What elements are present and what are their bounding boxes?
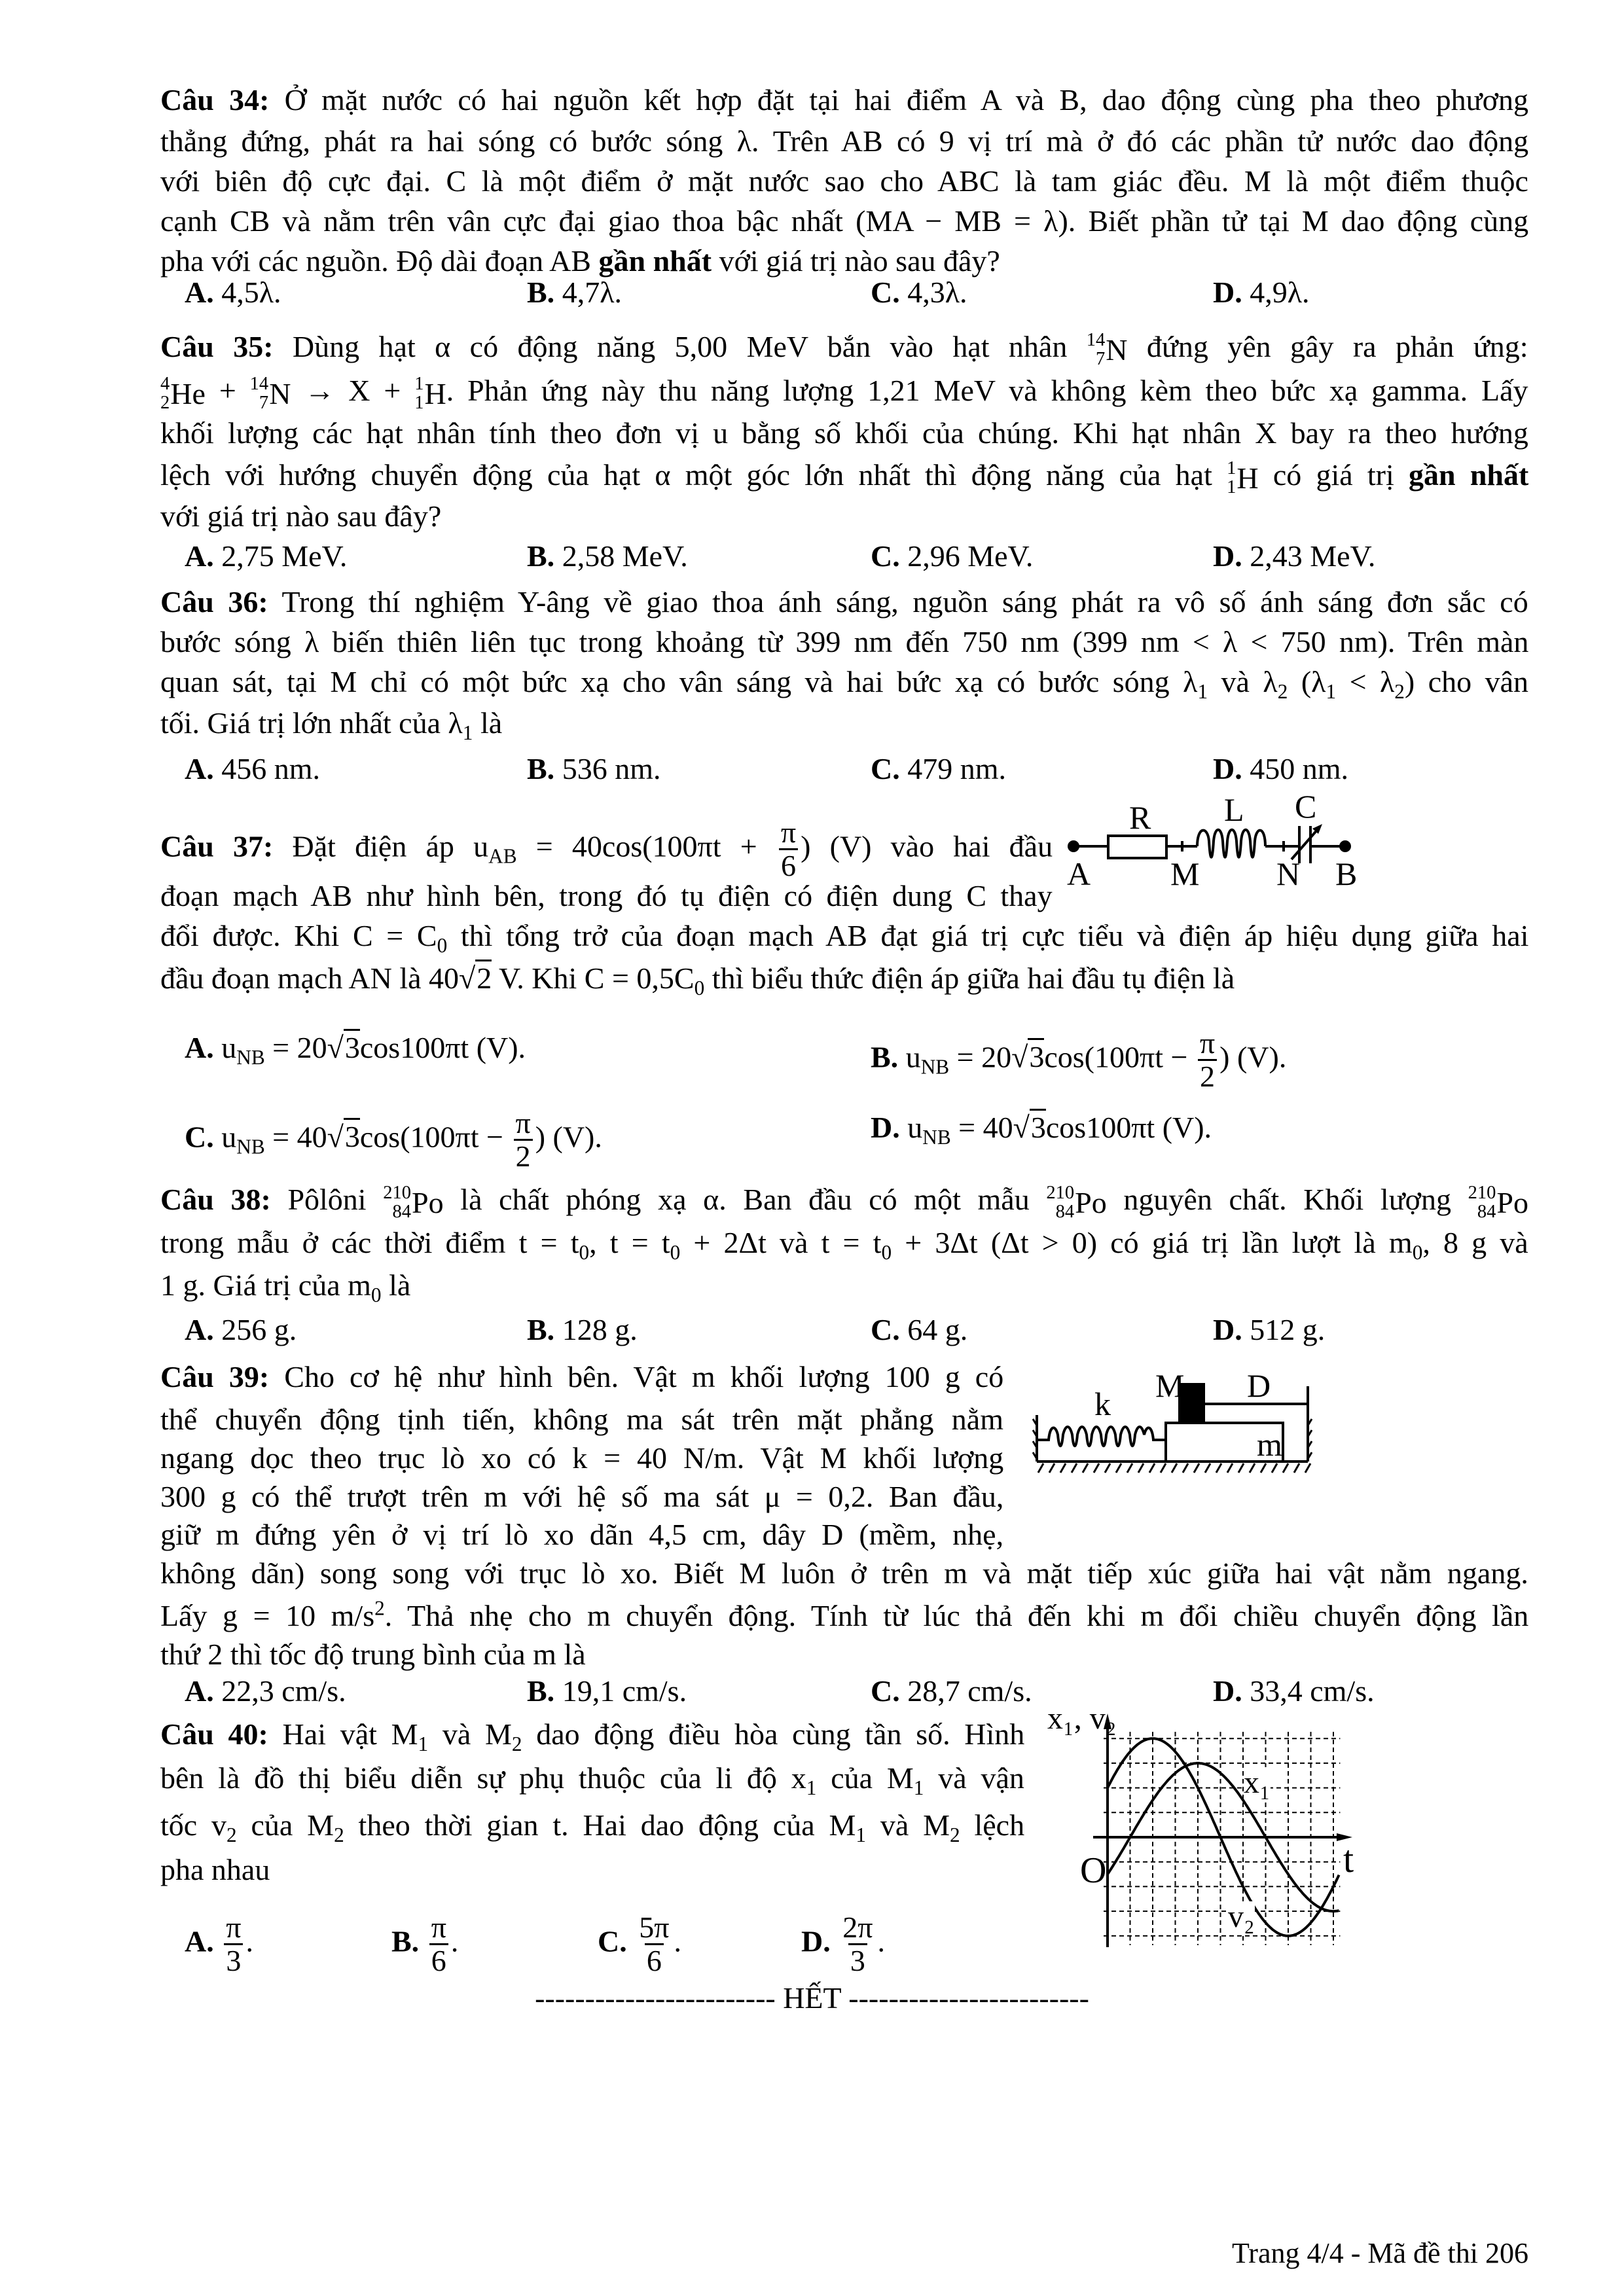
element-symbol: H <box>1236 461 1259 495</box>
mass-number: 210 <box>1046 1182 1075 1203</box>
text-run: dao động điều hòa cùng tần số. Hình <box>522 1717 1025 1751</box>
denominator: 6 <box>779 848 798 882</box>
option-letter: D. <box>1213 539 1242 573</box>
bold-text: Câu 40: <box>160 1717 268 1751</box>
text-run: 300 g có thể trượt trên m với hệ số ma sát μ = 0,2. Ban đầu, <box>160 1480 1004 1513</box>
bold-text: gần nhất <box>598 244 712 278</box>
atomic-number: 84 <box>1055 1202 1075 1223</box>
label-n: N <box>1276 855 1301 892</box>
option-letter: A. <box>185 752 214 785</box>
text-run: , 8 g và <box>1422 1226 1528 1259</box>
option-letter: D. <box>1213 1313 1242 1346</box>
text-run: 33,4 cm/s. <box>1242 1674 1375 1708</box>
mass-number: 1 <box>414 373 424 394</box>
bold-text: Câu 34: <box>160 83 270 117</box>
text-run: trong mẫu ở các thời điểm t = t <box>160 1226 579 1259</box>
text-run: với giá trị nào sau đây? <box>712 244 1000 278</box>
text-run: u <box>213 1120 237 1154</box>
numerator: π <box>1199 1026 1216 1060</box>
denominator: 2 <box>514 1139 533 1172</box>
text-run: lệch với hướng chuyển động của hạt α một góc lớn nhất thì động năng của hạt <box>160 458 1227 492</box>
text-run: 2,43 MeV. <box>1242 539 1376 573</box>
option-letter: A. <box>185 1313 214 1346</box>
label-k: k <box>1094 1386 1111 1422</box>
option-letter: D. <box>1213 276 1242 309</box>
text-run: , t = t <box>589 1226 670 1259</box>
text-run: 4,9λ. <box>1242 276 1310 309</box>
text-run: 2,75 MeV. <box>213 539 348 573</box>
text-run: là chất phóng xạ α. Ban đầu có một mẫu <box>443 1183 1047 1216</box>
label-l: L <box>1224 791 1244 828</box>
bold-text: gần nhất <box>1409 458 1529 492</box>
text-run: Đặt điện áp u <box>273 829 489 863</box>
text-run: có giá trị <box>1258 458 1409 492</box>
atomic-number: 84 <box>392 1202 412 1223</box>
text-run: khối lượng các hạt nhân tính theo đơn vị u bằng số khối của chúng. Khi hạt nhân X bay ra theo hướng <box>160 416 1528 450</box>
text-run: 19,1 cm/s. <box>554 1674 687 1708</box>
mass-number: 14 <box>249 373 269 394</box>
option-letter: C. <box>871 1674 900 1708</box>
denominator: 6 <box>645 1943 664 1977</box>
element-symbol: H <box>424 376 446 410</box>
option-letter: C. <box>185 1120 214 1154</box>
option-letter: B. <box>527 539 555 573</box>
text-run: không dãn) song song với trục lò xo. Biết M luôn ở trên m và mặt tiếp xúc giữa hai vật nằm ngang. <box>160 1556 1528 1590</box>
text-run: Dùng hạt α có động năng 5,00 MeV bắn vào hạt nhân <box>273 330 1087 363</box>
bold-text: Câu 35: <box>160 330 274 363</box>
subscript: 1 <box>806 1776 817 1800</box>
numerator: π <box>515 1106 531 1139</box>
graph-origin: O <box>1080 1850 1107 1891</box>
graph-x-label: t <box>1343 1838 1354 1880</box>
subscript: 1 <box>462 721 473 745</box>
text-run: 256 g. <box>213 1313 297 1346</box>
text-run: 64 g. <box>899 1313 968 1346</box>
text-run: ) (V). <box>535 1120 602 1154</box>
radical-sign: √ <box>459 961 476 995</box>
text-run: và M <box>866 1808 950 1842</box>
element-symbol: N <box>269 376 291 410</box>
option-letter: A. <box>185 1031 214 1064</box>
text-run: 4,7λ. <box>554 276 622 309</box>
text-run: pha nhau <box>160 1853 270 1886</box>
option-letter: C. <box>871 752 900 785</box>
text-run: 128 g. <box>554 1313 638 1346</box>
text-run: . Thả nhẹ cho m chuyển động. Tính từ lúc thả đến khi m đổi chiều chuyển động lần <box>384 1599 1529 1632</box>
subscript: 1 <box>418 1732 429 1756</box>
text-run: + <box>205 374 250 407</box>
text-run: cos(100πt − <box>1044 1040 1195 1074</box>
subscript: 0 <box>694 977 705 1000</box>
text-run: thì biểu thức điện áp giữa hai đầu tụ điện là <box>704 961 1235 995</box>
numerator: π <box>226 1910 242 1944</box>
subscript: 0 <box>370 1283 382 1307</box>
text-run: 456 nm. <box>213 752 321 785</box>
text-run: nguyên chất. Khối lượng <box>1106 1183 1468 1216</box>
subscript: 2 <box>1277 680 1288 704</box>
text-run: theo thời gian t. Hai dao động của M <box>344 1808 856 1842</box>
superscript: 2 <box>374 1596 385 1620</box>
option-letter: B. <box>527 1674 555 1708</box>
element-symbol: Po <box>1496 1185 1528 1219</box>
text-run: 2,96 MeV. <box>899 539 1034 573</box>
text-run: 28,7 cm/s. <box>899 1674 1032 1708</box>
text-run: u <box>213 1031 237 1064</box>
subscript: NB <box>236 1046 265 1069</box>
text-run: ngang dọc theo trục lò xo có k = 40 N/m. Vật M khối lượng <box>160 1441 1004 1475</box>
text-run: + 2Δt và t = t <box>680 1226 882 1259</box>
text-run: với biên độ cực đại. C là một điểm ở mặt nước sao cho ABC là tam giác đều. M là một điểm thuộc <box>160 164 1528 198</box>
subscript: 0 <box>881 1241 892 1265</box>
text-run: . <box>450 1924 459 1958</box>
option-letter: A. <box>185 1674 214 1708</box>
option-letter: B. <box>391 1924 420 1958</box>
text-run: cạnh CB và nằm trên vân cực đại giao thoa bậc nhất (MA − MB = λ). Biết phần tử tại M dao động cùng <box>160 204 1529 238</box>
text-run: 1 g. Giá trị của m <box>160 1268 371 1302</box>
text-run: . <box>877 1924 885 1958</box>
mass-number: 4 <box>160 373 170 394</box>
radical-sign: √ <box>327 1120 344 1154</box>
text-run: Lấy g = 10 m/s <box>160 1599 375 1632</box>
subscript: NB <box>922 1126 951 1149</box>
text-run: của M <box>816 1761 914 1795</box>
text-run: là <box>381 1268 411 1302</box>
text-run: cos100πt (V). <box>359 1031 526 1064</box>
atomic-number: 7 <box>259 393 269 414</box>
radicand: 3 <box>344 1118 360 1153</box>
radicand: 3 <box>1028 1038 1044 1073</box>
bold-text: Câu 38: <box>160 1183 271 1216</box>
text-run: . <box>245 1924 253 1958</box>
mass-number: 210 <box>1468 1182 1496 1203</box>
text-run: cos100πt (V). <box>1045 1111 1212 1144</box>
text-run: là <box>473 706 503 740</box>
subscript: 2 <box>950 1823 960 1847</box>
mass-number: 1 <box>1227 457 1236 478</box>
subscript: 2 <box>334 1823 344 1847</box>
text-run: giữ m đứng yên ở vị trí lò xo dãn 4,5 cm, dây D (mềm, nhẹ, <box>160 1518 1004 1551</box>
text-run: và M <box>428 1717 512 1751</box>
option-letter: A. <box>185 276 214 309</box>
text-run: u <box>898 1040 921 1074</box>
denominator: 2 <box>1198 1059 1217 1092</box>
radicand: 3 <box>344 1029 360 1064</box>
text-run: và vận <box>924 1761 1024 1795</box>
option-letter: A. <box>185 1924 214 1958</box>
option-letter: C. <box>871 539 900 573</box>
text-run: . <box>674 1924 681 1958</box>
subscript: NB <box>236 1135 265 1158</box>
text-run: 4,3λ. <box>899 276 967 309</box>
label-m: M <box>1170 855 1200 892</box>
label-a: A <box>1067 855 1091 892</box>
element-symbol: Po <box>1075 1185 1107 1219</box>
subscript: 1 <box>913 1776 924 1800</box>
text-run: = 20 <box>949 1040 1012 1074</box>
option-letter: C. <box>598 1924 627 1958</box>
end-marker: ------------------------ HẾT ------------------------ <box>535 1981 1089 2015</box>
option-letter: B. <box>871 1040 899 1074</box>
bold-text: Câu 36: <box>160 585 268 619</box>
option-letter: D. <box>1213 752 1242 785</box>
label-r: R <box>1129 799 1151 836</box>
label-b: B <box>1335 855 1358 892</box>
text-run: + 3Δt (Δt > 0) có giá trị lần lượt là m <box>892 1226 1413 1259</box>
text-run: bên là đồ thị biểu diễn sự phụ thuộc của li độ x <box>160 1761 806 1795</box>
option-letter: C. <box>871 1313 900 1346</box>
atomic-number: 1 <box>1227 477 1236 498</box>
text-run: . Phản ứng này thu năng lượng 1,21 MeV và không kèm theo bức xạ gamma. Lấy <box>446 374 1528 407</box>
subscript: 0 <box>1412 1241 1423 1265</box>
atomic-number: 2 <box>160 393 170 414</box>
text-run: 479 nm. <box>899 752 1007 785</box>
text-run: tốc v <box>160 1808 227 1842</box>
radicand: 3 <box>1030 1109 1046 1144</box>
text-run: pha với các nguồn. Độ dài đoạn AB <box>160 244 599 278</box>
text-run: ) cho vân <box>1404 665 1528 698</box>
option-letter: B. <box>527 276 555 309</box>
bold-text: Câu 37: <box>160 829 274 863</box>
text-run: đầu đoạn mạch AN là 40 <box>160 961 460 995</box>
numerator: π <box>780 816 797 849</box>
text-run: đoạn mạch AB như hình bên, trong đó tụ điện có điện dung C thay <box>160 879 1053 912</box>
subscript: 2 <box>511 1732 522 1756</box>
label-c: C <box>1295 788 1317 825</box>
text-run: thứ 2 thì tốc độ trung bình của m là <box>160 1638 586 1671</box>
text-run: Ở mặt nước có hai nguồn kết hợp đặt tại hai điểm A và B, dao động cùng pha theo phương <box>269 83 1528 117</box>
text-run: và λ <box>1208 665 1278 698</box>
option-letter: C. <box>871 276 900 309</box>
denominator: 3 <box>848 1943 867 1977</box>
radical-sign: √ <box>327 1031 344 1064</box>
text-run: → X + <box>291 374 415 407</box>
subscript: 1 <box>1326 680 1337 704</box>
element-symbol: He <box>170 376 206 410</box>
atomic-number: 84 <box>1477 1202 1496 1223</box>
subscript: 2 <box>1394 680 1405 704</box>
numerator: 5π <box>639 1910 670 1944</box>
text-run: u <box>899 1111 923 1144</box>
text-run: thì tổng trở của đoạn mạch AB đạt giá trị cực tiểu và điện áp hiệu dụng giữa hai <box>447 919 1529 952</box>
text-run: 4,5λ. <box>213 276 281 309</box>
numerator: 2π <box>842 1910 873 1944</box>
text-run: đứng yên gây ra phản ứng: <box>1127 330 1528 363</box>
radicand: 2 <box>475 960 492 995</box>
text-run: 450 nm. <box>1242 752 1349 785</box>
text-run: = 40 <box>950 1111 1013 1144</box>
numerator: π <box>431 1910 446 1944</box>
element-symbol: Po <box>412 1185 444 1219</box>
denominator: 6 <box>429 1943 448 1977</box>
label-m: m <box>1257 1426 1282 1463</box>
text-run: quan sát, tại M chỉ có một bức xạ cho vân sáng và hai bức xạ có bước sóng λ <box>160 665 1198 698</box>
text-run: = 40cos(100πt + <box>516 829 776 863</box>
text-run: < λ <box>1336 665 1395 698</box>
subscript: 0 <box>437 934 448 958</box>
text-run: 536 nm. <box>554 752 661 785</box>
mass-number: 14 <box>1086 329 1106 350</box>
atomic-number: 1 <box>414 393 424 414</box>
text-run: 22,3 cm/s. <box>213 1674 346 1708</box>
radical-sign: √ <box>1013 1111 1030 1144</box>
text-run: Hai vật M <box>268 1717 418 1751</box>
text-run: Trong thí nghiệm Y-âng về giao thoa ánh sáng, nguồn sáng phát ra vô số ánh sáng đơn sắc có <box>268 585 1528 619</box>
subscript: NB <box>920 1055 950 1079</box>
label-M: M <box>1155 1367 1185 1404</box>
option-letter: D. <box>801 1924 831 1958</box>
v2-curve-label: v₂ <box>1228 1899 1255 1934</box>
subscript: 1 <box>856 1823 866 1847</box>
option-letter: D. <box>1213 1674 1242 1708</box>
text-run: cos(100πt − <box>359 1120 511 1154</box>
text-run: = 20 <box>264 1031 327 1064</box>
option-letter: B. <box>527 1313 555 1346</box>
text-run: Cho cơ hệ như hình bên. Vật m khối lượng 100 g có <box>269 1360 1004 1393</box>
text-run: = 40 <box>264 1120 327 1154</box>
denominator: 3 <box>224 1943 243 1977</box>
radical-sign: √ <box>1011 1040 1028 1074</box>
text-run: thẳng đứng, phát ra hai sóng có bước sóng λ. Trên AB có 9 vị trí mà ở đó các phần tử nước dao động <box>160 124 1529 158</box>
element-symbol: N <box>1106 332 1128 367</box>
subscript: 1 <box>1197 680 1208 704</box>
text-run: thể chuyển động tịnh tiến, không ma sát trên mặt phẳng nằm <box>160 1403 1003 1436</box>
bold-text: Câu 39: <box>160 1360 270 1393</box>
label-D: D <box>1247 1367 1271 1404</box>
atomic-number: 7 <box>1096 349 1106 370</box>
text-run: 512 g. <box>1242 1313 1326 1346</box>
text-run: V. Khi C = 0,5C <box>492 961 695 995</box>
option-letter: D. <box>871 1111 900 1144</box>
x1-curve-label: x₁ <box>1244 1765 1271 1800</box>
subscript: 0 <box>670 1241 681 1265</box>
option-letter: A. <box>185 539 214 573</box>
text-run: Pôlôni <box>270 1183 384 1216</box>
text-run: 2,58 MeV. <box>554 539 688 573</box>
text-run: lệch <box>960 1808 1025 1842</box>
subscript: 0 <box>579 1241 590 1265</box>
text-run: với giá trị nào sau đây? <box>160 499 442 533</box>
graph-y-label: x₁, v₂ <box>1047 1701 1117 1736</box>
text-run: ) (V). <box>1219 1040 1287 1074</box>
text-run: tối. Giá trị lớn nhất của λ <box>160 706 463 740</box>
page-footer: Trang 4/4 - Mã đề thi 206 <box>1231 2237 1528 2269</box>
mass-number: 210 <box>383 1182 412 1203</box>
text-run: đổi được. Khi C = C <box>160 919 437 952</box>
text-run: (λ <box>1288 665 1326 698</box>
text-run: ) (V) vào hai đầu <box>801 829 1053 863</box>
subscript: AB <box>488 844 517 868</box>
text-run: của M <box>236 1808 334 1842</box>
text-run: bước sóng λ biến thiên liên tục trong khoảng từ 399 nm đến 750 nm (399 nm < λ < 750 nm). Trên màn <box>160 625 1529 658</box>
option-letter: B. <box>527 752 555 785</box>
subscript: 2 <box>226 1823 237 1847</box>
